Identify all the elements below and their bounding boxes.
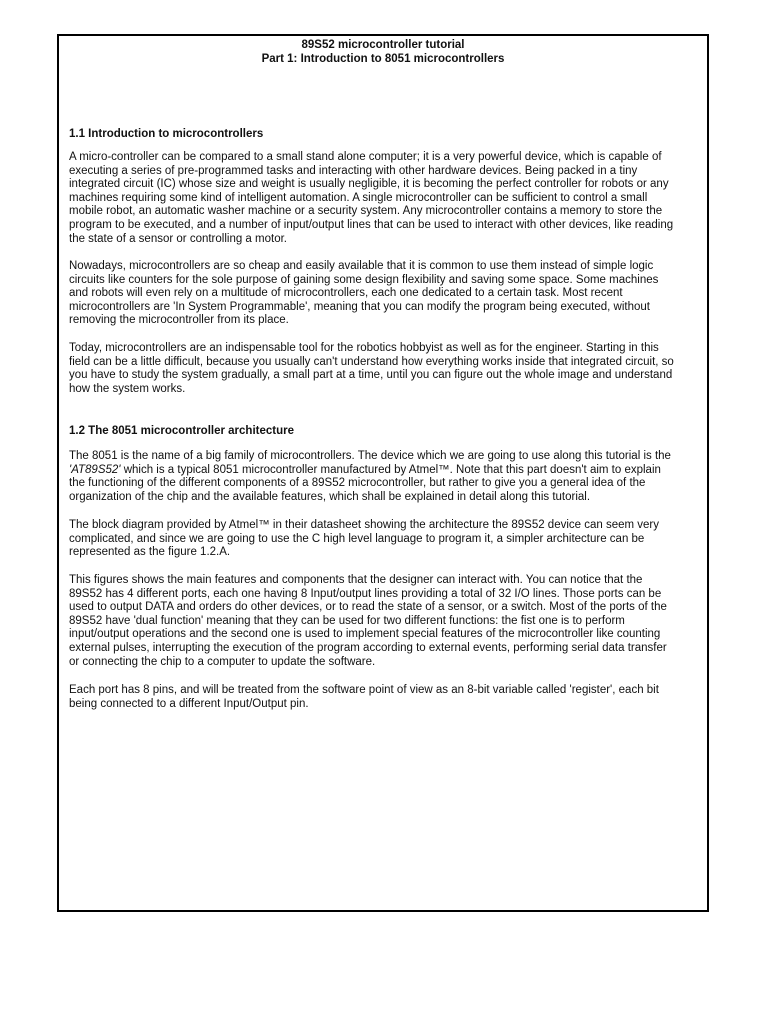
text-line bbox=[69, 464, 703, 478]
text-line: or connecting the chip to a computer to update the software. bbox=[69, 655, 376, 668]
text-line: Each port has 8 pins, and will be treated from the software point of view as an 8-bit variable called 'register', each bit bbox=[69, 684, 659, 696]
text-line: 89S52 has 4 different ports, each one having 8 Input/output lines providing a total of 32 I/O lines. Those ports can be bbox=[69, 587, 662, 600]
text-line: input/output operations and the second one is used to implement special features of the microcontroller like counting bbox=[69, 628, 661, 641]
text-line: external pulses, interrupting the execution of the program according to external events, performing serial data transfer bbox=[69, 641, 667, 654]
text-line: represented as the figure 1.2.A. bbox=[69, 546, 231, 559]
text-line: the state of a sensor or controlling a motor. bbox=[69, 232, 287, 245]
text-line: removing the microcontroller from its place. bbox=[69, 314, 289, 327]
text-line: Today, microcontrollers are an indispensable tool for the robotics hobbyist as well as for the engineer. Starting in this bbox=[69, 342, 659, 354]
text-line: microcontrollers are 'In System Programmable', meaning that you can modify the program being executed, without bbox=[69, 300, 650, 313]
text-fragment: which is a typical 8051 microcontroller manufactured by Atmel™. Note that this part doesn't aim to explain bbox=[120, 463, 661, 476]
text-line: the functioning of the different components of a 89S52 microcontroller, but rather to give you a general idea of the bbox=[69, 477, 646, 490]
text-line: circuits like counters for the sole purpose of gaining some design flexibility and saving some space. Some machines bbox=[69, 273, 659, 286]
text-line: how the system works. bbox=[69, 382, 186, 395]
text-line: you have to study the system gradually, a small part at a time, until you can figure out the whole image and understand bbox=[69, 369, 673, 382]
document-header bbox=[59, 38, 707, 66]
paragraph-arch-2 bbox=[69, 519, 703, 560]
paragraph-arch-3 bbox=[69, 574, 703, 669]
paragraph-intro-2 bbox=[69, 260, 703, 328]
paragraph-intro-3 bbox=[69, 342, 703, 396]
text-line: executing a series of pre-programmed tasks and interacting with other hardware devices. Being packed in a tiny bbox=[69, 164, 638, 177]
text-line: being connected to a different Input/Output pin. bbox=[69, 697, 309, 710]
section-heading-architecture: 1.2 The 8051 microcontroller architecture bbox=[69, 425, 294, 437]
part-number-emphasis: 'AT89S52' bbox=[69, 463, 121, 476]
text-line: This figures shows the main features and components that the designer can interact with. You can notice that the bbox=[69, 574, 643, 586]
text-line: program to be executed, and a number of input/output lines that can be used to interact with other devices, like reading bbox=[69, 218, 674, 231]
text-line: integrated circuit (IC) whose size and weight is usually negligible, it is becoming the perfect controller for robots or any bbox=[69, 178, 669, 191]
text-line: and robots will even rely on a multitude of microcontrollers, each one dedicated to a certain task. Most recent bbox=[69, 287, 623, 300]
document-title: 89S52 microcontroller tutorial bbox=[301, 39, 465, 51]
section-heading-intro: 1.1 Introduction to microcontrollers bbox=[69, 128, 264, 140]
text-line: 89S52 have 'dual function' meaning that they can be used for two different functions: the fist one is to perform bbox=[69, 614, 625, 627]
document-page bbox=[57, 34, 709, 912]
text-line: field can be a little difficult, because you usually can't understand how everything works inside that integrated circuit, so bbox=[69, 355, 674, 368]
paragraph-arch-4 bbox=[69, 684, 703, 711]
text-line: machines requiring some kind of intelligent automation. A single microcontroller can be sufficient to control a small bbox=[69, 191, 648, 204]
paragraph-arch-1 bbox=[69, 450, 703, 504]
text-line: mobile robot, an automatic washer machine or a security system. Any microcontroller contains a memory to store the bbox=[69, 205, 663, 218]
text-line: A micro-controller can be compared to a small stand alone computer; it is a very powerful device, which is capable of bbox=[69, 151, 662, 163]
paragraph-intro-1 bbox=[69, 151, 703, 246]
text-line: organization of the chip and the available features, which shall be explained in detail along this tutorial. bbox=[69, 490, 591, 503]
text-line: Nowadays, microcontrollers are so cheap and easily available that it is common to use them instead of simple logic bbox=[69, 260, 654, 272]
text-line: used to output DATA and orders do other devices, or to read the state of a sensor, or a switch. Most of the ports of the bbox=[69, 601, 667, 614]
text-line: The 8051 is the name of a big family of microcontrollers. The device which we are going to use along this tutorial is the bbox=[69, 450, 671, 462]
text-line: complicated, and since we are going to use the C high level language to program it, a simpler architecture can be bbox=[69, 532, 645, 545]
document-subtitle: Part 1: Introduction to 8051 microcontrollers bbox=[261, 53, 505, 65]
text-line: The block diagram provided by Atmel™ in their datasheet showing the architecture the 89S52 device can seem very bbox=[69, 519, 660, 531]
